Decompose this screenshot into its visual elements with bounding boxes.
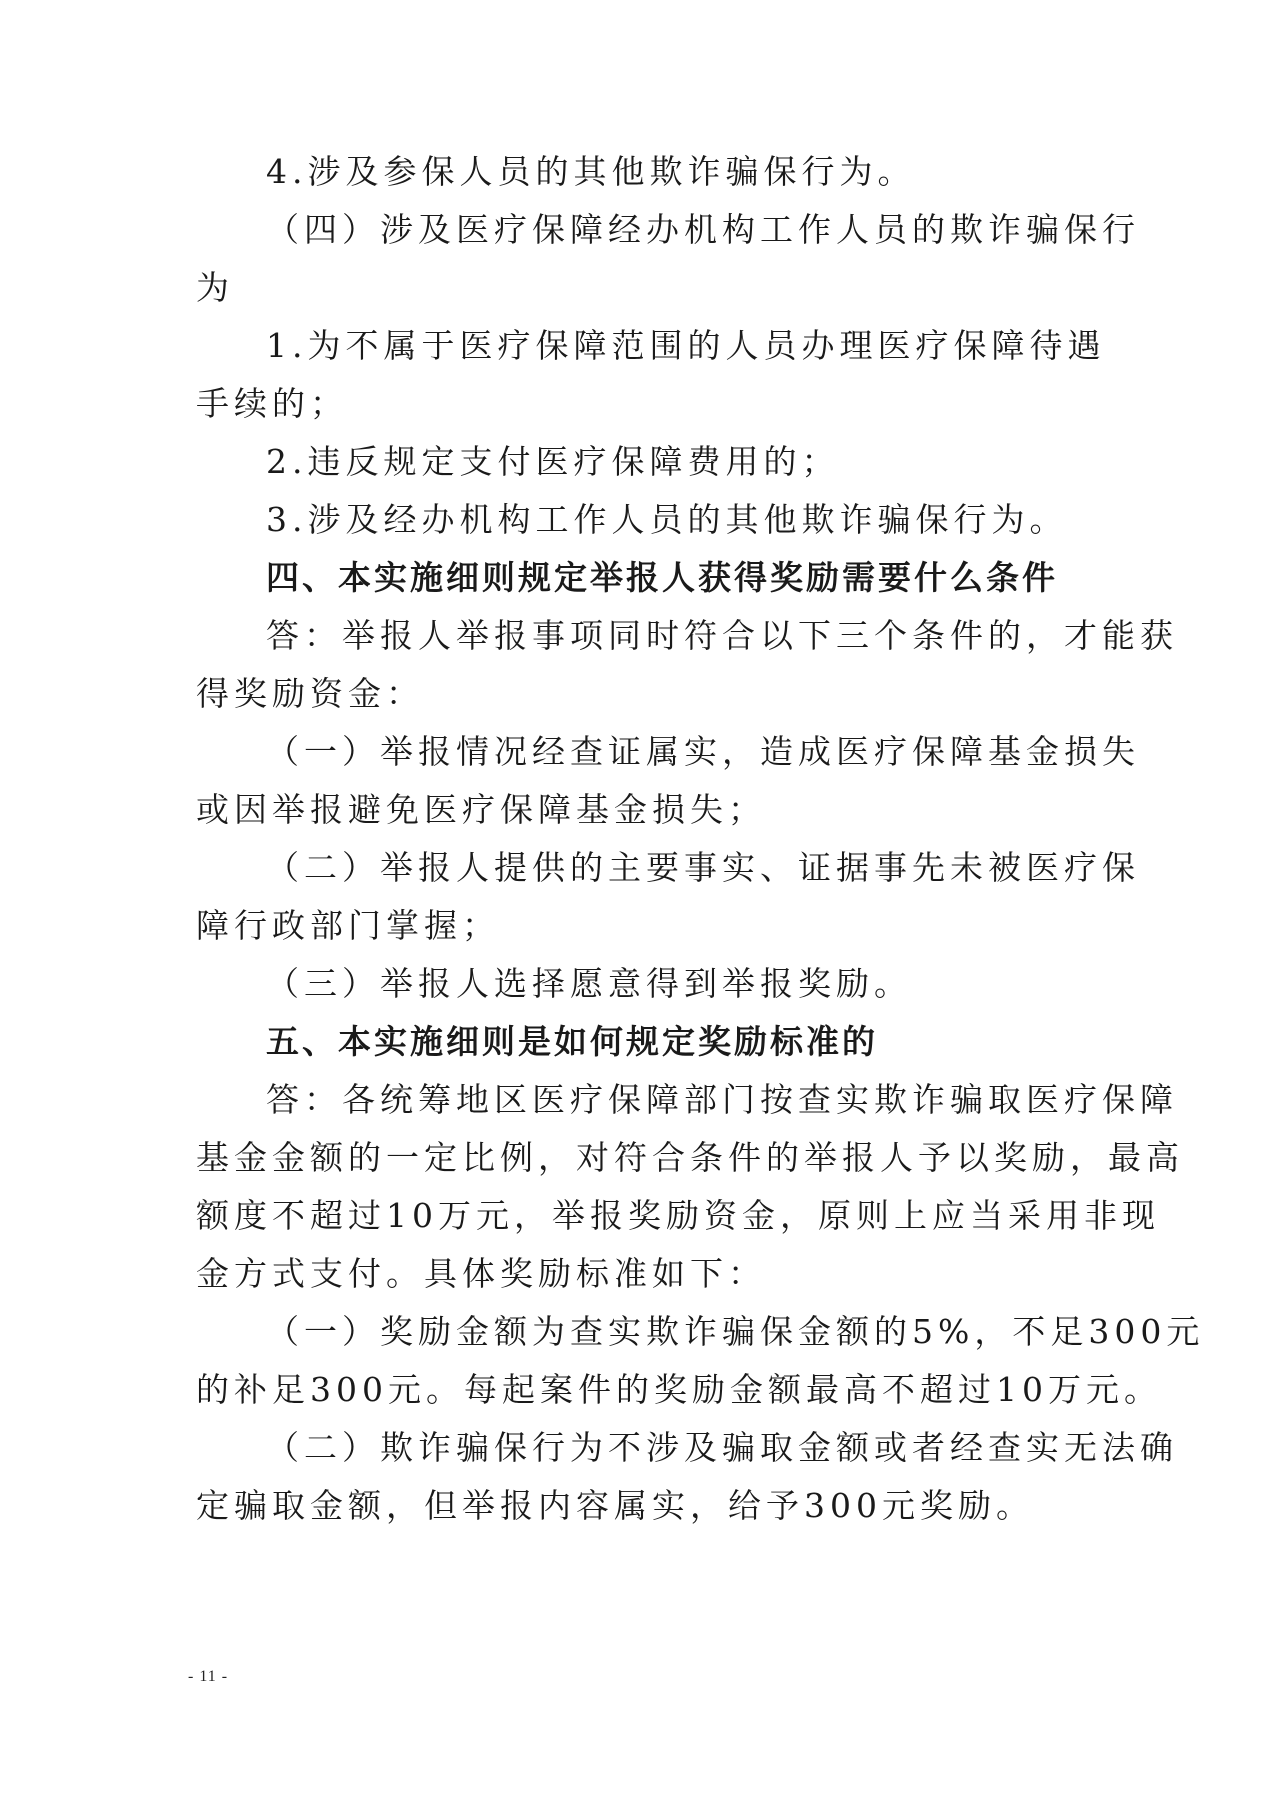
paragraph-line: 定骗取金额，但举报内容属实，给予300元奖励。: [196, 1486, 1034, 1525]
page-number: - 11 -: [188, 1668, 229, 1685]
paragraph-line: （一）奖励金额为查实欺诈骗保金额的5%，不足300元: [266, 1312, 1205, 1351]
paragraph-line: 或因举报避免医疗保障基金损失；: [196, 790, 766, 829]
paragraph-line: 手续的；: [196, 384, 348, 423]
paragraph-line: 基金金额的一定比例，对符合条件的举报人予以奖励，最高: [196, 1138, 1184, 1177]
paragraph-line: 答：各统筹地区医疗保障部门按查实欺诈骗取医疗保障: [266, 1080, 1178, 1119]
paragraph-line: 3.涉及经办机构工作人员的其他欺诈骗保行为。: [266, 500, 1068, 539]
paragraph-line: （四）涉及医疗保障经办机构工作人员的欺诈骗保行: [266, 210, 1140, 249]
section-heading: 五、本实施细则是如何规定奖励标准的: [266, 1022, 878, 1061]
paragraph-line: 为: [196, 268, 234, 307]
paragraph-line: 障行政部门掌握；: [196, 906, 500, 945]
section-heading: 四、本实施细则规定举报人获得奖励需要什么条件: [266, 558, 1058, 597]
paragraph-line: （三）举报人选择愿意得到举报奖励。: [266, 964, 912, 1003]
paragraph-line: 2.违反规定支付医疗保障费用的；: [266, 442, 840, 481]
paragraph-line: （二）欺诈骗保行为不涉及骗取金额或者经查实无法确: [266, 1428, 1178, 1467]
paragraph-line: （二）举报人提供的主要事实、证据事先未被医疗保: [266, 848, 1140, 887]
paragraph-line: 得奖励资金：: [196, 674, 424, 713]
paragraph-line: 1.为不属于医疗保障范围的人员办理医疗保障待遇: [266, 326, 1106, 365]
paragraph-line: 的补足300元。每起案件的奖励金额最高不超过10万元。: [196, 1370, 1162, 1409]
paragraph-line: 额度不超过10万元，举报奖励资金，原则上应当采用非现: [196, 1196, 1160, 1235]
paragraph-line: 答：举报人举报事项同时符合以下三个条件的，才能获: [266, 616, 1178, 655]
paragraph-line: （一）举报情况经查证属实，造成医疗保障基金损失: [266, 732, 1140, 771]
paragraph-line: 4.涉及参保人员的其他欺诈骗保行为。: [266, 152, 916, 191]
paragraph-line: 金方式支付。具体奖励标准如下：: [196, 1254, 766, 1293]
